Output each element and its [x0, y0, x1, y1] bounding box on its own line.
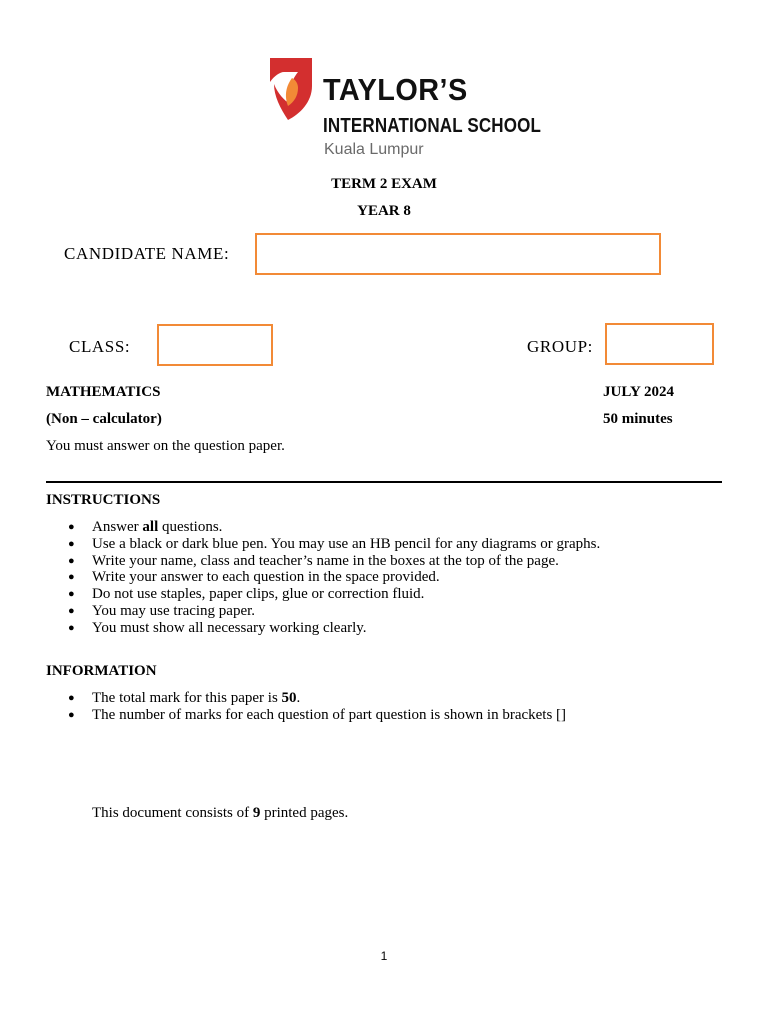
- candidate-name-label: CANDIDATE NAME:: [64, 244, 230, 263]
- school-crest-logo: [268, 56, 314, 122]
- page-number: 1: [380, 949, 388, 963]
- instruction-item: ● You may use tracing paper.: [68, 602, 256, 619]
- page-count-note: This document consists of 9 printed pages.: [92, 805, 349, 821]
- bullet-icon: ●: [68, 537, 75, 550]
- instructions-list: [46, 519, 600, 637]
- answer-note: You must answer on the question paper.: [46, 438, 285, 454]
- bullet-icon: ●: [68, 571, 75, 584]
- instruction-item: ● Use a black or dark blue pen. You may use an HB pencil for any diagrams or graphs.: [68, 535, 601, 552]
- candidate-name-box[interactable]: [255, 233, 661, 275]
- exam-duration: 50 minutes: [603, 411, 673, 427]
- bullet-icon: ●: [68, 692, 75, 704]
- bullet-icon: ●: [68, 604, 75, 617]
- instruction-item: ● Do not use staples, paper clips, glue or correction fluid.: [68, 586, 425, 603]
- page-count: 9: [252, 805, 261, 821]
- instruction-item: ● Answer all questions.: [68, 519, 223, 535]
- information-item: ● The number of marks for each question of part question is shown in brackets []: [68, 706, 567, 723]
- section-divider: [46, 481, 722, 483]
- paper-variant: (Non – calculator): [46, 411, 162, 427]
- logo-text-location: Kuala Lumpur: [324, 141, 424, 158]
- bullet-icon: ●: [68, 521, 75, 533]
- bullet-icon: ●: [68, 708, 75, 721]
- subject-title: MATHEMATICS: [46, 384, 161, 400]
- exam-year-title: YEAR 8: [357, 203, 411, 219]
- exam-date: JULY 2024: [603, 384, 674, 400]
- information-item: ● The total mark for this paper is 50.: [68, 690, 301, 706]
- logo-text-taylors: TAYLOR’S: [323, 72, 468, 107]
- logo-text-school: INTERNATIONAL SCHOOL: [323, 115, 542, 137]
- group-box[interactable]: [605, 323, 714, 365]
- bullet-icon: ●: [68, 588, 75, 601]
- class-box[interactable]: [157, 324, 273, 366]
- bullet-icon: ●: [68, 621, 75, 634]
- instruction-item: ● You must show all necessary working clearly.: [68, 619, 367, 636]
- instruction-item: ● Write your name, class and teacher’s name in the boxes at the top of the page.: [68, 552, 559, 569]
- instructions-heading: INSTRUCTIONS: [46, 492, 161, 508]
- class-label: CLASS:: [69, 337, 131, 356]
- information-heading: INFORMATION: [46, 663, 157, 679]
- information-list: [46, 690, 566, 724]
- exam-term-title: TERM 2 EXAM: [331, 176, 437, 192]
- instruction-item: ● Write your answer to each question in the space provided.: [68, 569, 440, 586]
- group-label: GROUP:: [527, 337, 593, 356]
- bullet-icon: ●: [68, 554, 75, 567]
